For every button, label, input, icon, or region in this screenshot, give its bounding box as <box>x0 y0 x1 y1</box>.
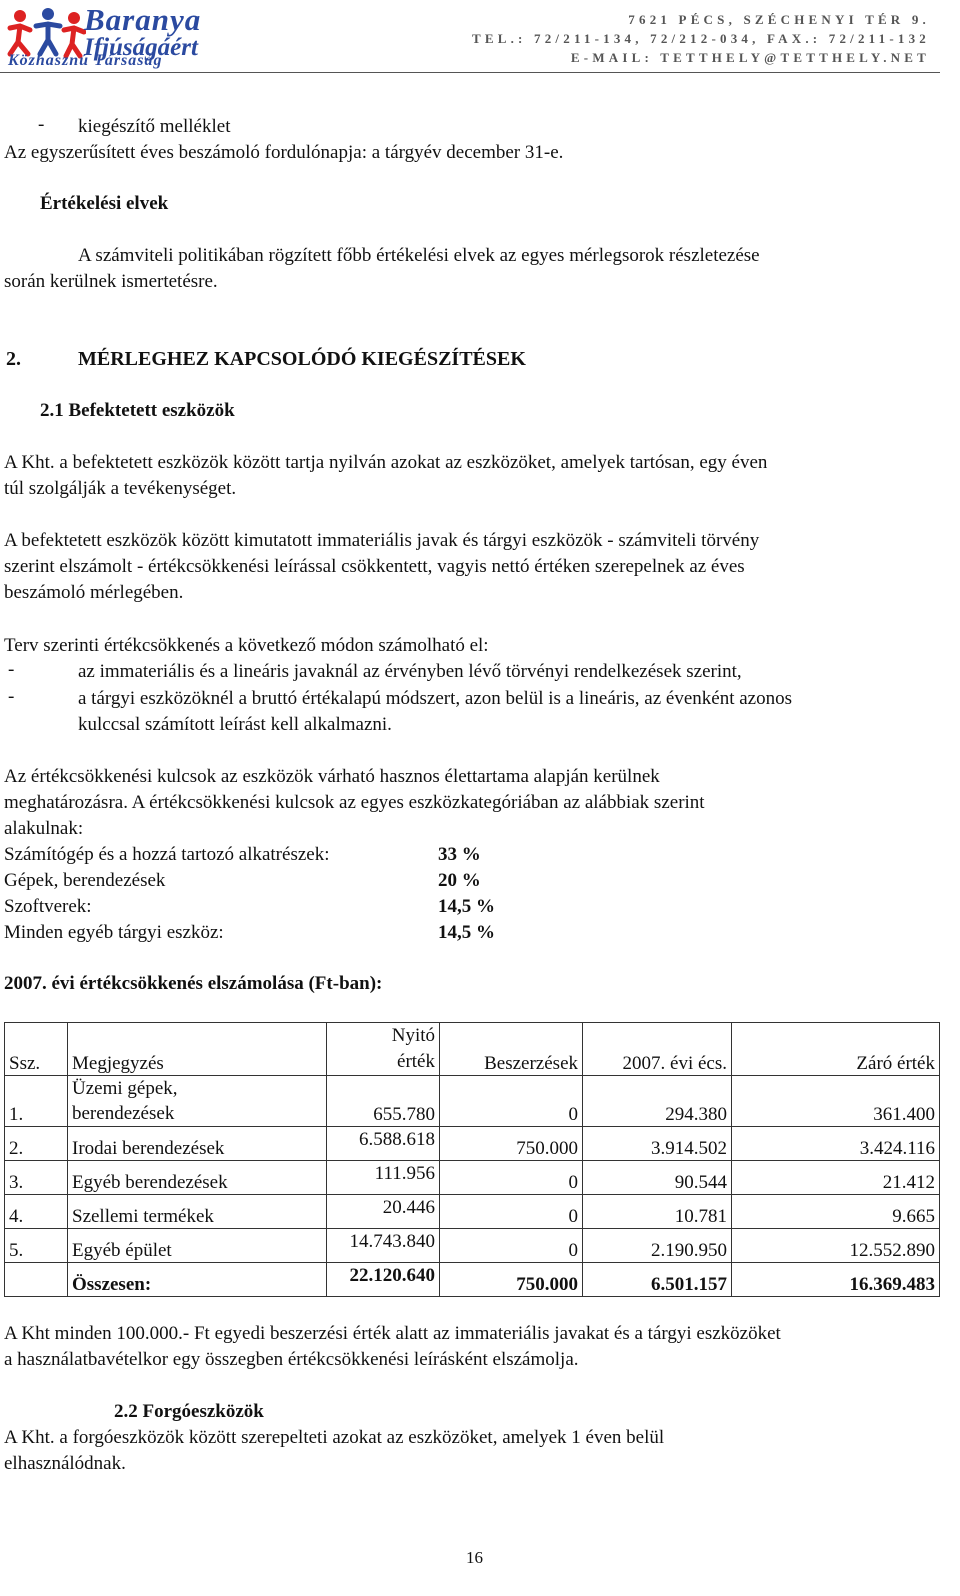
cell-megjegyzes: Egyéb berendezések <box>68 1161 327 1195</box>
cell-total-nyito: 22.120.640 <box>327 1263 440 1297</box>
logo-text-kozhasznu: Közhasznú Társaság <box>8 52 163 69</box>
cell-megjegyzes-line1: Üzemi gépek, <box>72 1078 178 1099</box>
cell-total-label: Összesen: <box>68 1263 327 1297</box>
cell-total-ecs: 6.501.157 <box>583 1263 732 1297</box>
address-line: 7621 PÉCS, SZÉCHENYI TÉR 9. <box>628 12 930 27</box>
header-divider <box>0 72 940 73</box>
p6-line1: A Kht. a forgóeszközök között szerepelteti azokat az eszközöket, amelyek 1 éven belül <box>4 1427 665 1448</box>
cell-megjegyzes-line2: berendezések <box>72 1103 175 1124</box>
bullet-dash: - <box>8 686 15 707</box>
cell-megjegyzes <box>68 1076 327 1127</box>
cell-zaro: 21.412 <box>732 1161 940 1195</box>
cell-nyito: 111.956 <box>327 1161 440 1195</box>
rate-label: Számítógép és a hozzá tartozó alkatrészek: <box>4 844 330 865</box>
cell-zaro: 3.424.116 <box>732 1127 940 1161</box>
col-header-nyito <box>327 1023 440 1076</box>
fordulonap-text: Az egyszerűsített éves beszámoló fordulónapja: a tárgyév december 31-e. <box>4 142 564 163</box>
cell-beszerzes: 0 <box>440 1195 583 1229</box>
cell-megjegyzes: Irodai berendezések <box>68 1127 327 1161</box>
cell-ssz: 4. <box>5 1195 68 1229</box>
logo-text-ifjusagaert: Ifjúságáért <box>84 34 198 61</box>
cell-beszerzes: 750.000 <box>440 1127 583 1161</box>
ertekelesi-heading: Értékelési elvek <box>40 193 169 214</box>
cell-total-beszerzes: 750.000 <box>440 1263 583 1297</box>
table-row <box>5 1229 940 1263</box>
cell-ssz <box>5 1263 68 1297</box>
rate-value: 33 % <box>438 844 481 865</box>
cell-ecs: 3.914.502 <box>583 1127 732 1161</box>
table-total-row <box>5 1263 940 1297</box>
cell-ecs: 90.544 <box>583 1161 732 1195</box>
table-row <box>5 1161 940 1195</box>
cell-beszerzes: 0 <box>440 1229 583 1263</box>
cell-nyito: 6.588.618 <box>327 1127 440 1161</box>
cell-ecs: 10.781 <box>583 1195 732 1229</box>
col-header-megjegyzes: Megjegyzés <box>68 1023 327 1076</box>
p3-bullet2-line1: a tárgyi eszközöknél a bruttó értékalapú módszert, azon belül is a lineáris, az évenként azonos <box>78 688 792 709</box>
rate-value: 20 % <box>438 870 481 891</box>
p2-line3: beszámoló mérlegében. <box>4 582 184 603</box>
rate-value: 14,5 % <box>438 922 495 943</box>
cell-ssz: 1. <box>5 1076 68 1127</box>
p5-line1: A Kht minden 100.000.- Ft egyedi beszerzési érték alatt az immateriális javakat és a tárgyi eszközöket <box>4 1323 781 1344</box>
cell-megjegyzes: Egyéb épület <box>68 1229 327 1263</box>
col-header-zaro: Záró érték <box>732 1023 940 1076</box>
email-line: E-MAIL: TETTHELY@TETTHELY.NET <box>570 50 930 65</box>
section22-heading: 2.2 Forgóeszközök <box>114 1401 264 1422</box>
ertekelesi-paragraph-line1: A számviteli politikában rögzített főbb értékelési elvek az egyes mérlegsorok részletezése <box>78 245 760 266</box>
rate-value: 14,5 % <box>438 896 495 917</box>
cell-beszerzes: 0 <box>440 1076 583 1127</box>
ertekelesi-paragraph-line2: során kerülnek ismertetésre. <box>4 271 218 292</box>
table-row <box>5 1127 940 1161</box>
cell-ssz: 2. <box>5 1127 68 1161</box>
depreciation-table <box>4 1022 940 1297</box>
logo-text-baranya: Baranya <box>84 2 202 37</box>
col-header-ssz: Ssz. <box>5 1023 68 1076</box>
p2-line1: A befektetett eszközök között kimutatott immateriális javak és tárgyi eszközök - számviteli törvény <box>4 530 760 551</box>
cell-ssz: 3. <box>5 1161 68 1195</box>
phone-line: TEL.: 72/211-134, 72/212-034, FAX.: 72/211-132 <box>471 31 930 46</box>
table-row <box>5 1076 940 1127</box>
col-header-beszerzesek: Beszerzések <box>440 1023 583 1076</box>
cell-megjegyzes: Szellemi termékek <box>68 1195 327 1229</box>
cell-zaro: 9.665 <box>732 1195 940 1229</box>
page-number: 16 <box>466 1548 483 1567</box>
cell-nyito: 655.780 <box>327 1076 440 1127</box>
p3-line1: Terv szerinti értékcsökkenés a következő módon számolható el: <box>4 635 489 656</box>
section2-number: 2. <box>6 348 21 370</box>
p4-line2: meghatározásra. A értékcsökkenési kulcsok az egyes eszközkategóriában az alábbiak szerint <box>4 792 705 813</box>
cell-zaro: 12.552.890 <box>732 1229 940 1263</box>
col-header-evi-ecs: 2007. évi écs. <box>583 1023 732 1076</box>
p4-line1: Az értékcsökkenési kulcsok az eszközök várható hasznos élettartama alapján kerülnek <box>4 766 660 787</box>
p1-line2: túl szolgálják a tevékenységet. <box>4 478 237 499</box>
p2-line2: szerint elszámolt - értékcsökkenési leírással csökkentett, vagyis nettó értéken szerepelnek az éves <box>4 556 745 577</box>
rate-label: Szoftverek: <box>4 896 92 917</box>
p5-line2: a használatbavételkor egy összegben értékcsökkenési leírásként elszámolja. <box>4 1349 579 1370</box>
cell-beszerzes: 0 <box>440 1161 583 1195</box>
col-header-nyito-line2: érték <box>397 1051 435 1072</box>
cell-nyito: 20.446 <box>327 1195 440 1229</box>
cell-ssz: 5. <box>5 1229 68 1263</box>
cell-zaro: 361.400 <box>732 1076 940 1127</box>
table-title: 2007. évi értékcsökkenés elszámolása (Ft-ban): <box>4 973 383 994</box>
p1-line1: A Kht. a befektetett eszközök között tartja nyilván azokat az eszközöket, amelyek tartósan, egy éven <box>4 452 768 473</box>
cell-total-zaro: 16.369.483 <box>732 1263 940 1297</box>
table-header-row <box>5 1023 940 1076</box>
p6-line2: elhasználódnak. <box>4 1453 126 1474</box>
cell-nyito: 14.743.840 <box>327 1229 440 1263</box>
cell-ecs: 294.380 <box>583 1076 732 1127</box>
p4-line3: alakulnak: <box>4 818 84 839</box>
p3-bullet2-line2: kulccsal számított leírást kell alkalmazni. <box>78 714 392 735</box>
col-header-nyito-line1: Nyitó <box>391 1025 435 1046</box>
rate-label: Gépek, berendezések <box>4 870 166 891</box>
bullet-dash: - <box>38 114 45 135</box>
table-row <box>5 1195 940 1229</box>
bullet-dash: - <box>8 659 15 680</box>
section2-heading: MÉRLEGHEZ KAPCSOLÓDÓ KIEGÉSZÍTÉSEK <box>78 348 526 370</box>
section21-heading: 2.1 Befektetett eszközök <box>40 400 235 421</box>
rate-label: Minden egyéb tárgyi eszköz: <box>4 922 224 943</box>
bullet-kiegeszito: kiegészítő melléklet <box>78 116 231 137</box>
p3-bullet1: az immateriális és a lineáris javaknál az érvényben lévő törvényi rendelkezések szerint, <box>78 661 742 682</box>
cell-ecs: 2.190.950 <box>583 1229 732 1263</box>
